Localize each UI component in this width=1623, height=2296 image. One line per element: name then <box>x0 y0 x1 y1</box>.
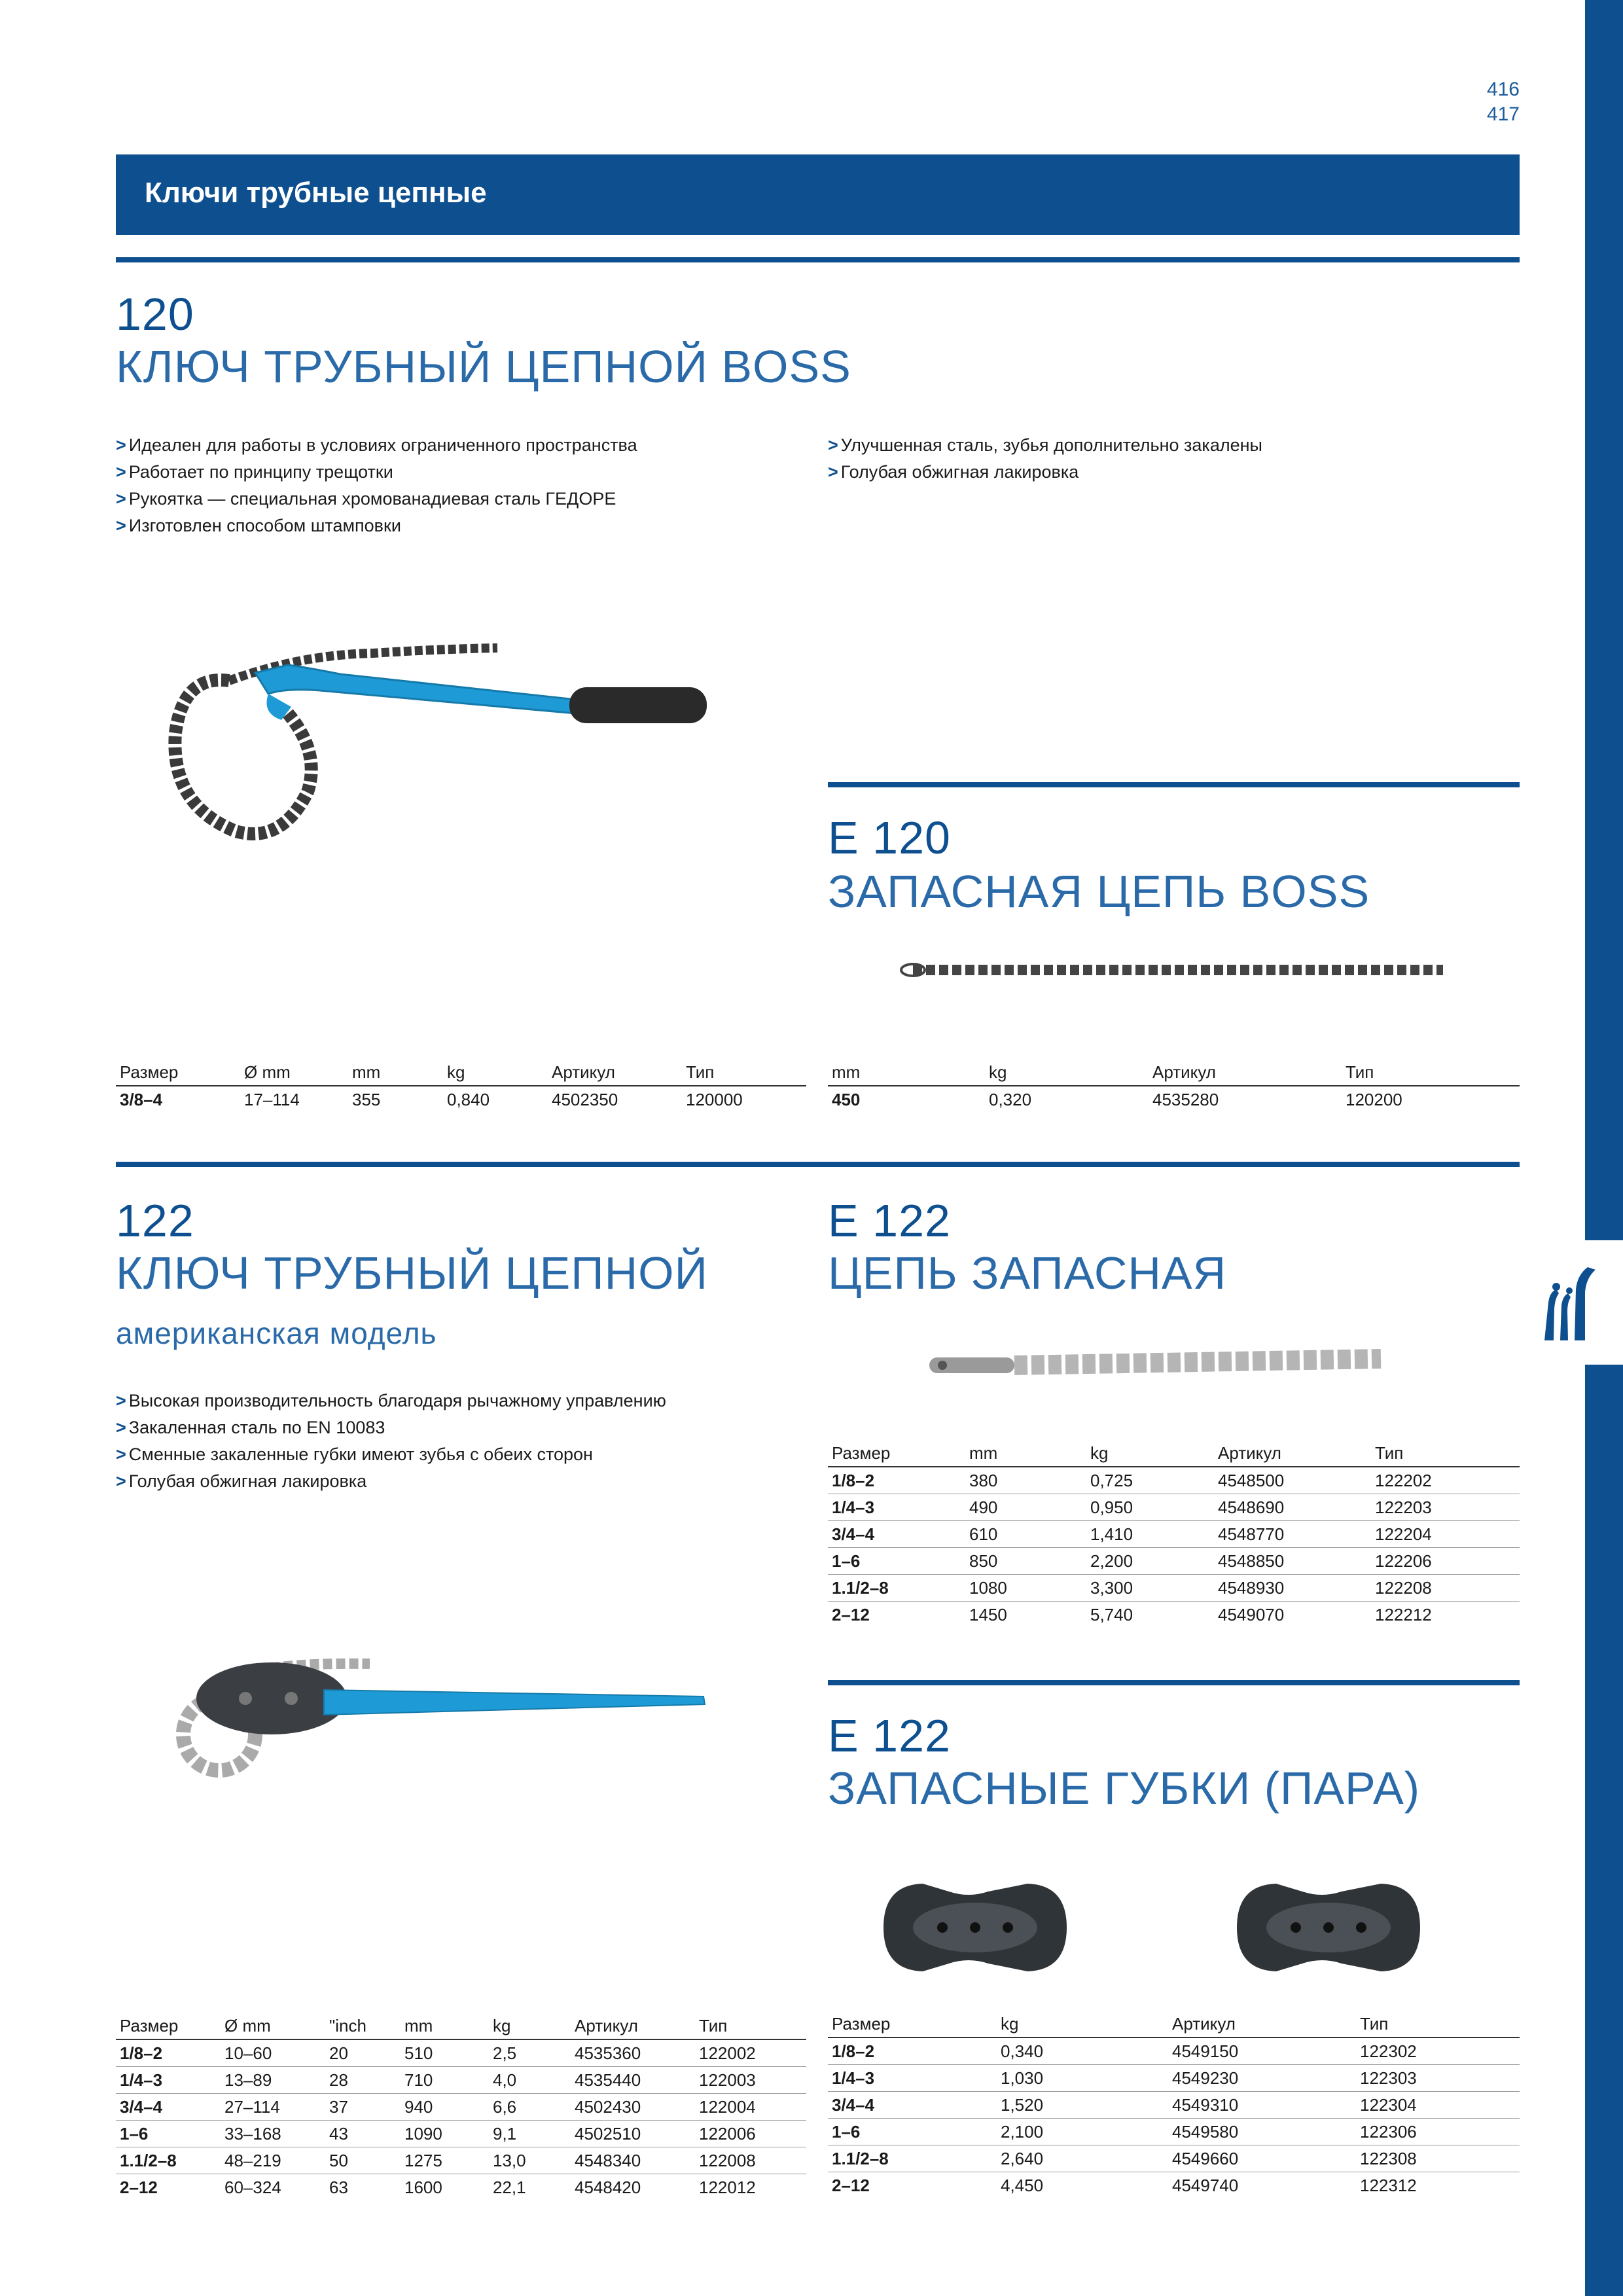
table-cell: 122306 <box>1356 2119 1520 2145</box>
product-title: КЛЮЧ ТРУБНЫЙ ЦЕПНОЙ <box>116 1247 708 1299</box>
boss-chain-wrench-image <box>157 641 720 851</box>
table-cell: 3/4–4 <box>828 2092 997 2119</box>
table-cell: 122002 <box>695 2039 806 2067</box>
table-cell: 2–12 <box>832 1604 870 1624</box>
col-header: Ø mm <box>240 1058 348 1086</box>
table-cell: 4549070 <box>1218 1604 1285 1624</box>
col-header: kg <box>985 1058 1149 1086</box>
table-cell: 120000 <box>686 1089 743 1109</box>
table-cell: 120200 <box>1346 1089 1402 1109</box>
table-cell: 510 <box>401 2039 489 2067</box>
feature-item: > Изготовлен способом штамповки <box>116 516 401 535</box>
table-cell: 4535360 <box>571 2039 695 2067</box>
col-header: Размер <box>828 2009 997 2037</box>
table-cell: 4549310 <box>1168 2092 1356 2119</box>
product-title: ЗАПАСНЫЕ ГУБКИ (ПАРА) <box>828 1763 1421 1814</box>
table-cell: 122212 <box>1375 1604 1432 1624</box>
table-cell: 122202 <box>1371 1467 1520 1494</box>
table-cell: 1.1/2–8 <box>828 2145 997 2172</box>
table-row <box>828 1086 1520 1113</box>
product-code: E 122 <box>828 1195 951 1246</box>
table-header-row <box>828 1439 1520 1467</box>
col-header: Размер <box>116 2011 221 2039</box>
table-cell: 20 <box>325 2039 401 2067</box>
table-row <box>828 2092 1520 2119</box>
table-cell: 48–219 <box>221 2147 325 2174</box>
table-cell: 63 <box>329 2177 348 2197</box>
table-row <box>828 2145 1520 2172</box>
table-row <box>116 2147 806 2174</box>
table-row <box>828 2065 1520 2092</box>
product-title: ЗАПАСНАЯ ЦЕПЬ BOSS <box>828 866 1370 917</box>
product-title: КЛЮЧ ТРУБНЫЙ ЦЕПНОЙ BOSS <box>116 341 851 392</box>
table-row <box>116 2039 806 2067</box>
col-header: mm <box>401 2011 489 2039</box>
table-cell: 122012 <box>699 2177 756 2197</box>
table-row <box>828 1575 1520 1602</box>
table-cell: 1,030 <box>997 2065 1168 2092</box>
table-cell: 1.1/2–8 <box>116 2147 221 2174</box>
section-rule <box>828 1680 1520 1685</box>
table-cell: 2,5 <box>489 2039 571 2067</box>
table-cell: 43 <box>325 2121 401 2147</box>
col-header: Артикул <box>548 1058 682 1086</box>
table-cell: 122003 <box>695 2067 806 2094</box>
table-cell: 13–89 <box>221 2067 325 2094</box>
page-number-right: 417 <box>1486 103 1520 125</box>
table-cell: 850 <box>965 1548 1086 1575</box>
table-cell: 3/8–4 <box>120 1089 163 1109</box>
table-cell: 28 <box>325 2067 401 2094</box>
feature-item: > Идеален для работы в условиях ограниченного пространства <box>116 435 637 455</box>
table-cell: 1/4–3 <box>828 2065 997 2092</box>
table-cell: 122208 <box>1371 1575 1520 1602</box>
sidebar-bar-top <box>1585 0 1623 1240</box>
table-cell: 122304 <box>1356 2092 1520 2119</box>
table-header-row <box>828 2009 1520 2037</box>
table-cell: 0,340 <box>997 2037 1168 2065</box>
product-code: E 120 <box>828 812 951 863</box>
product-code: 122 <box>116 1195 194 1246</box>
american-chain-wrench-image <box>173 1649 710 1793</box>
table-cell: 1/8–2 <box>116 2039 221 2067</box>
col-header: kg <box>997 2009 1168 2037</box>
table-cell: 1080 <box>965 1575 1086 1602</box>
section-header-bar <box>116 154 1520 235</box>
table-row <box>116 2121 806 2147</box>
table-cell: 33–168 <box>221 2121 325 2147</box>
product-title: ЦЕПЬ ЗАПАСНАЯ <box>828 1247 1227 1299</box>
table-cell: 3/4–4 <box>828 1521 965 1548</box>
table-cell: 940 <box>401 2094 489 2121</box>
col-header: kg <box>489 2011 571 2039</box>
table-header-row <box>116 2011 806 2039</box>
table-cell: 3,300 <box>1086 1575 1214 1602</box>
table-cell: 4502430 <box>571 2094 695 2121</box>
table-cell: 4549150 <box>1168 2037 1356 2065</box>
table-cell: 10–60 <box>221 2039 325 2067</box>
table-cell: 1,520 <box>997 2092 1168 2119</box>
table-header-row <box>116 1058 806 1086</box>
table-cell: 1/8–2 <box>828 2037 997 2065</box>
table-cell: 9,1 <box>489 2121 571 2147</box>
feature-list <box>116 432 637 539</box>
col-header: mm <box>828 1058 985 1086</box>
table-cell: 2–12 <box>832 2175 870 2195</box>
table-cell: 0,725 <box>1086 1467 1214 1494</box>
table-row <box>828 2172 1520 2199</box>
table-cell: 2,640 <box>997 2145 1168 2172</box>
product-code: E 122 <box>828 1710 951 1761</box>
table-cell: 4,450 <box>1001 2175 1044 2195</box>
table-cell: 4535440 <box>571 2067 695 2094</box>
table-cell: 4548850 <box>1214 1548 1371 1575</box>
section-rule <box>828 782 1520 787</box>
table-cell: 610 <box>965 1521 1086 1548</box>
pliers-category-icon <box>1537 1263 1599 1340</box>
col-header: Тип <box>1342 1058 1520 1086</box>
table-row <box>828 1602 1520 1628</box>
section-rule <box>116 1162 1520 1167</box>
table-row <box>116 2094 806 2121</box>
section-header-title: Ключи трубные цепные <box>145 177 487 209</box>
feature-item: > Закаленная сталь по EN 10083 <box>116 1418 385 1437</box>
table-cell: 4548420 <box>575 2177 641 2197</box>
table-row <box>116 2067 806 2094</box>
spec-table-e122-jaws <box>828 2009 1520 2198</box>
col-header: Тип <box>695 2011 806 2039</box>
table-cell: 122302 <box>1356 2037 1520 2065</box>
table-row <box>828 1548 1520 1575</box>
col-header: Артикул <box>571 2011 695 2039</box>
table-cell: 2,100 <box>997 2119 1168 2145</box>
table-row <box>116 1086 806 1113</box>
table-cell: 1,410 <box>1086 1521 1214 1548</box>
table-cell: 1090 <box>401 2121 489 2147</box>
spare-chain-image <box>900 957 1450 983</box>
col-header: Размер <box>116 1058 240 1086</box>
table-cell: 122008 <box>695 2147 806 2174</box>
feature-item: > Работает по принципу трещотки <box>116 462 393 482</box>
col-header: Артикул <box>1214 1439 1371 1467</box>
table-cell: 1–6 <box>828 1548 965 1575</box>
page-number-left: 416 <box>1486 79 1520 100</box>
table-cell: 13,0 <box>489 2147 571 2174</box>
table-row <box>828 2119 1520 2145</box>
feature-item: > Голубая обжигная лакировка <box>116 1471 367 1491</box>
table-cell: 4,0 <box>489 2067 571 2094</box>
col-header: Ø mm <box>221 2011 325 2039</box>
col-header: Тип <box>682 1058 806 1086</box>
col-header: Размер <box>828 1439 965 1467</box>
spec-table-e122-chain <box>828 1439 1520 1628</box>
table-cell: 450 <box>832 1089 861 1109</box>
table-cell: 4548500 <box>1214 1467 1371 1494</box>
table-cell: 50 <box>325 2147 401 2174</box>
spare-jaws-image <box>870 1872 1459 1983</box>
col-header: Артикул <box>1149 1058 1342 1086</box>
table-cell: 27–114 <box>221 2094 325 2121</box>
table-cell: 4549740 <box>1172 2175 1239 2195</box>
table-cell: 60–324 <box>224 2177 281 2197</box>
table-cell: 122308 <box>1356 2145 1520 2172</box>
table-cell: 122312 <box>1360 2175 1417 2195</box>
spec-table-e120 <box>828 1058 1520 1113</box>
table-cell: 4548340 <box>571 2147 695 2174</box>
table-cell: 122303 <box>1356 2065 1520 2092</box>
table-cell: 490 <box>965 1494 1086 1521</box>
table-cell: 17–114 <box>244 1089 300 1109</box>
table-header-row <box>828 1058 1520 1086</box>
spec-table-120 <box>116 1058 806 1113</box>
table-cell: 4548690 <box>1214 1494 1371 1521</box>
sidebar-bar-bottom <box>1585 1365 1623 2296</box>
spare-chain-e122-image <box>923 1343 1394 1389</box>
table-cell: 122004 <box>695 2094 806 2121</box>
table-cell: 5,740 <box>1090 1604 1133 1624</box>
table-cell: 122204 <box>1371 1521 1520 1548</box>
table-cell: 0,320 <box>989 1089 1032 1109</box>
feature-item: > Голубая обжигная лакировка <box>828 462 1079 482</box>
table-cell: 2,200 <box>1086 1548 1214 1575</box>
spec-table-122 <box>116 2011 806 2200</box>
table-cell: 122206 <box>1371 1548 1520 1575</box>
col-header: Артикул <box>1168 2009 1356 2037</box>
col-header: mm <box>965 1439 1086 1467</box>
feature-item: > Сменные закаленные губки имеют зубья с обеих сторон <box>116 1444 593 1464</box>
col-header: Тип <box>1371 1439 1520 1467</box>
table-cell: 3/4–4 <box>116 2094 221 2121</box>
table-row <box>828 1467 1520 1494</box>
col-header: "inch <box>325 2011 401 2039</box>
table-cell: 1/8–2 <box>828 1467 965 1494</box>
table-cell: 122006 <box>695 2121 806 2147</box>
table-cell: 380 <box>965 1467 1086 1494</box>
table-cell: 710 <box>401 2067 489 2094</box>
table-cell: 4502510 <box>571 2121 695 2147</box>
table-cell: 1/4–3 <box>116 2067 221 2094</box>
table-row <box>116 2174 806 2201</box>
feature-item: > Рукоятка — специальная хромованадиевая сталь ГЕДОРЕ <box>116 489 616 509</box>
table-cell: 1600 <box>404 2177 442 2197</box>
table-cell: 1450 <box>969 1604 1007 1624</box>
table-cell: 4549580 <box>1168 2119 1356 2145</box>
table-cell: 1275 <box>401 2147 489 2174</box>
table-cell: 355 <box>352 1089 381 1109</box>
table-row <box>828 2037 1520 2065</box>
feature-item: > Высокая производительность благодаря рычажному управлению <box>116 1391 666 1410</box>
table-cell: 6,6 <box>489 2094 571 2121</box>
table-cell: 4548770 <box>1214 1521 1371 1548</box>
table-cell: 1–6 <box>828 2119 997 2145</box>
table-cell: 1.1/2–8 <box>828 1575 965 1602</box>
table-cell: 2–12 <box>120 2177 158 2197</box>
table-cell: 1–6 <box>116 2121 221 2147</box>
feature-item: > Улучшенная сталь, зубья дополнительно закалены <box>828 435 1262 455</box>
table-cell: 4548930 <box>1214 1575 1371 1602</box>
col-header: mm <box>348 1058 443 1086</box>
table-cell: 1/4–3 <box>828 1494 965 1521</box>
table-cell: 122203 <box>1371 1494 1520 1521</box>
table-cell: 0,840 <box>447 1089 490 1109</box>
product-code: 120 <box>116 289 194 340</box>
table-cell: 0,950 <box>1086 1494 1214 1521</box>
feature-list <box>116 1388 666 1495</box>
table-cell: 37 <box>325 2094 401 2121</box>
col-header: kg <box>1086 1439 1214 1467</box>
section-rule <box>116 257 1520 262</box>
product-subtitle: американская модель <box>116 1316 437 1350</box>
table-cell: 4502350 <box>552 1089 618 1109</box>
table-cell: 4549230 <box>1168 2065 1356 2092</box>
table-cell: 22,1 <box>493 2177 526 2197</box>
table-cell: 4549660 <box>1168 2145 1356 2172</box>
col-header: kg <box>443 1058 548 1086</box>
feature-list <box>828 432 1262 486</box>
col-header: Тип <box>1356 2009 1520 2037</box>
table-row <box>828 1494 1520 1521</box>
table-cell: 4535280 <box>1152 1089 1219 1109</box>
table-row <box>828 1521 1520 1548</box>
